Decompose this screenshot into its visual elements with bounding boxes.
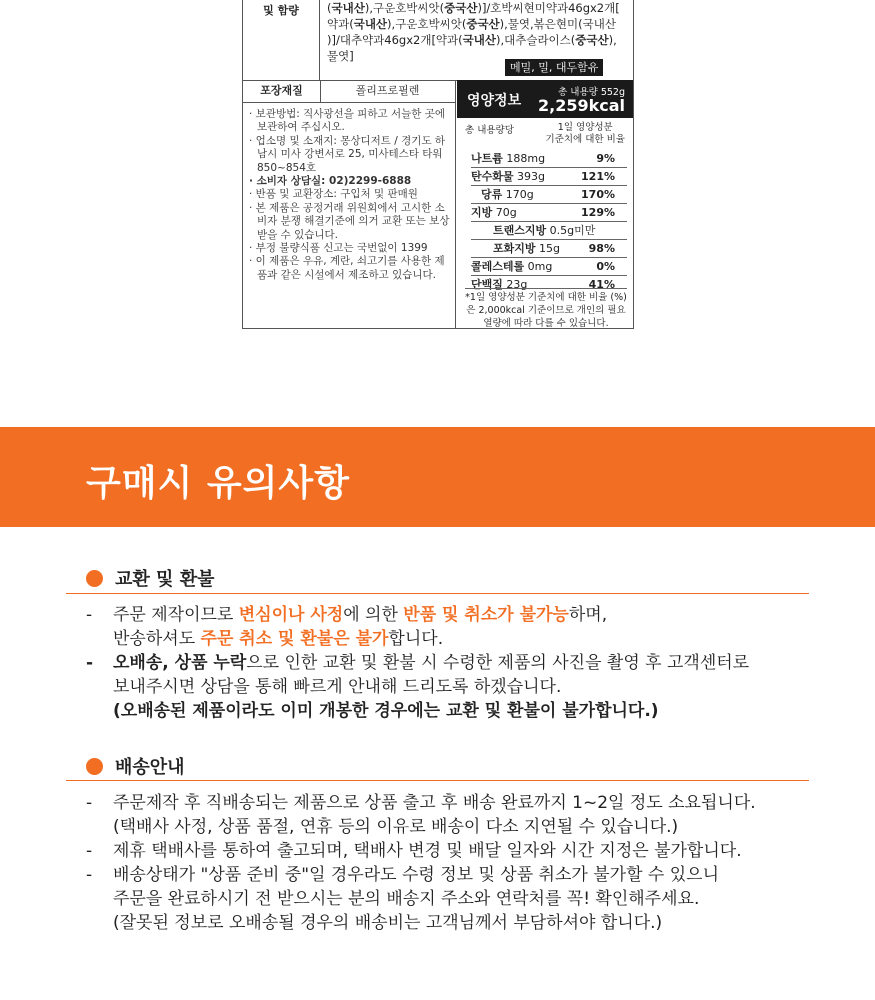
nutrient-percent: 41% xyxy=(588,278,615,291)
text-run: 에 의한 xyxy=(343,605,404,625)
packaging-value: 폴리프로필렌 xyxy=(355,84,420,97)
nutrient-percent: 0% xyxy=(596,260,615,273)
highlight-text: 주문 취소 및 환불은 불가 xyxy=(200,629,389,649)
nutrition-total-kcal: 2,259kcal xyxy=(537,96,625,115)
nutrition-facts xyxy=(457,80,633,328)
packaging-heading: 포장재질 xyxy=(243,80,321,102)
notice-item: · 업소명 및 소재지: 몽상디저트 / 경기도 하남시 미사 강변서로 25, 미사테스타 타워 850~854호 xyxy=(249,134,446,174)
text-run: (택배사 사정, 상품 품절, 연휴 등의 이유로 배송이 다소 지연될 수 있습니다.) xyxy=(113,817,679,837)
nutrient-name: 포화지방 xyxy=(493,242,536,255)
nutrition-row xyxy=(471,204,627,222)
nutrient-name: 탄수화물 xyxy=(471,170,514,183)
bullet-dot-icon xyxy=(86,758,103,775)
notice-item: · 본 제품은 공정거래 위원회에서 고시한 소비자 분쟁 해결기준에 의거 교환 또는 보상 받을 수 있습니다. xyxy=(249,201,450,241)
ingredients-row xyxy=(243,0,633,81)
text-run: 주문을 완료하시기 전 받으시는 분의 배송지 주소와 연락처를 꼭! 확인해주세요. xyxy=(113,889,700,909)
nutrition-title: 영양정보 xyxy=(467,93,522,109)
text-run: 합니다. xyxy=(388,629,444,649)
text-run: 주문 제작이므로 xyxy=(113,605,239,625)
allergen-badge: 메밀, 밀, 대두함유 xyxy=(505,59,603,76)
nutrition-header xyxy=(457,80,633,118)
nutrition-row xyxy=(471,150,627,168)
text-run: (잘못된 정보로 오배송될 경우의 배송비는 고객님께서 부담하셔야 합니다.) xyxy=(113,913,663,933)
exchange-title: 교환 및 환불 xyxy=(115,569,215,590)
nutrient-label xyxy=(471,170,545,183)
nutrition-row xyxy=(471,222,627,240)
list-item xyxy=(86,651,816,723)
nutrient-name: 콜레스테롤 xyxy=(471,260,525,273)
nutrient-label xyxy=(471,260,552,273)
ingredients-text xyxy=(327,0,632,64)
ingredients-heading: 및 함량 xyxy=(243,0,320,80)
nutrient-amount: 0.5g미만 xyxy=(549,224,596,237)
list-item xyxy=(86,863,816,935)
nutrient-label xyxy=(471,206,517,219)
delivery-title: 배송안내 xyxy=(115,757,185,778)
nutrient-label xyxy=(471,188,534,201)
exchange-list xyxy=(86,603,816,723)
nutrient-name: 지방 xyxy=(471,206,493,219)
nutrition-rows xyxy=(471,150,627,293)
nutrient-amount: 15g xyxy=(539,242,560,255)
nutrient-amount: 23g xyxy=(506,278,528,291)
nutrition-row xyxy=(471,168,627,186)
nutrition-sub-right xyxy=(546,122,625,146)
nutrient-name: 단백질 xyxy=(471,278,503,291)
bold-text: (오배송된 제품이라도 이미 개봉한 경우에는 교환 및 환불이 불가합니다.) xyxy=(113,701,659,721)
text-run: 보내주시면 상담을 통해 빠르게 안내해 드리도록 하겠습니다. xyxy=(113,677,562,697)
packaging-row xyxy=(243,80,455,103)
ingredients-line: )]/대추약과46gx2개[약과(국내산),대추슬라이스(중국산), xyxy=(327,33,617,47)
nutrient-amount: 170g xyxy=(505,188,534,201)
highlight-text: 반품 및 취소가 불가능 xyxy=(403,605,569,625)
nutrient-percent: 121% xyxy=(581,170,615,183)
notice-item: · 소비자 상담실: 02)2299-6888 xyxy=(249,175,412,188)
delivery-heading xyxy=(86,753,185,779)
nutrition-row xyxy=(471,186,627,204)
text-run: 으로 인한 교환 및 환불 시 수령한 제품의 사진을 촬영 후 고객센터로 xyxy=(246,653,750,673)
nutrition-sub-right-line: 1일 영양성분 xyxy=(557,122,613,133)
nutrient-name: 트랜스지방 xyxy=(493,224,547,237)
list-item xyxy=(86,791,816,839)
nutrient-name: 나트륨 xyxy=(471,152,503,165)
nutrient-amount: 0mg xyxy=(527,260,553,273)
product-label xyxy=(242,0,634,329)
nutrient-label xyxy=(471,152,545,165)
exchange-heading xyxy=(86,565,214,591)
dash-bullet: - xyxy=(86,793,93,813)
banner-title: 구매시 유의사항 xyxy=(86,463,350,504)
list-item xyxy=(86,839,816,863)
nutrient-amount: 393g xyxy=(517,170,545,183)
nutrient-percent: 129% xyxy=(581,206,615,219)
notice-item: · 이 제품은 우유, 계란, 쇠고기를 사용한 제품과 같은 시설에서 제조하고 있습니다. xyxy=(249,255,445,281)
nutrient-amount: 70g xyxy=(495,206,517,219)
nutrition-row xyxy=(471,240,627,258)
nutrient-percent: 98% xyxy=(588,242,615,255)
section-divider xyxy=(66,593,809,594)
highlight-text: 변심이나 사정 xyxy=(238,605,344,625)
dash-bullet: - xyxy=(86,605,93,625)
nutrition-sub-left: 총 내용량당 xyxy=(465,125,514,136)
nutrient-label xyxy=(471,224,595,237)
text-run: 반송하셔도 xyxy=(113,629,201,649)
nutrition-footnote: *1일 영양성분 기준치에 대한 비율 (%)은 2,000kcal 기준이므로 개인의 필요 열량에 따라 다를 수 있습니다. xyxy=(465,288,627,330)
nutrient-percent: 170% xyxy=(581,188,615,201)
nutrient-name: 당류 xyxy=(481,188,503,201)
nutrient-label xyxy=(471,242,560,255)
label-notices xyxy=(249,108,454,282)
dash-bullet: - xyxy=(86,865,93,885)
ingredients-line: 물엿] xyxy=(327,49,354,63)
notice-item: · 보관방법: 직사광선을 피하고 서늘한 곳에 보관하여 주십시오. xyxy=(249,108,445,134)
nutrient-percent: 9% xyxy=(596,152,615,165)
ingredients-line: (국내산),구운호박씨앗(중국산)]/호박씨현미약과46gx2개[ xyxy=(327,1,620,15)
nutrition-sub-right-line: 기준치에 대한 비율 xyxy=(545,134,625,145)
dash-bullet: - xyxy=(86,841,93,861)
delivery-list xyxy=(86,791,816,935)
label-divider xyxy=(455,80,456,328)
list-item xyxy=(86,603,816,651)
notice-item: · 부정 불량식품 신고는 국번없이 1399 xyxy=(249,242,428,255)
text-run: 제휴 택배사를 통하여 출고되며, 택배사 변경 및 배달 일자와 시간 지정은 불가합니다. xyxy=(113,841,742,861)
section-divider xyxy=(66,780,809,781)
nutrient-amount: 188mg xyxy=(506,152,546,165)
nutrition-total-label: 총 내용량 552g xyxy=(558,87,625,98)
nutrition-row xyxy=(471,258,627,276)
text-run: 하며, xyxy=(568,605,608,625)
bold-text: 오배송, 상품 누락 xyxy=(113,653,247,673)
text-run: 배송상태가 "상품 준비 중"일 경우라도 수령 정보 및 상품 취소가 불가할 수 있으니 xyxy=(113,865,719,885)
dash-bullet: - xyxy=(86,653,94,673)
purchase-notice-banner xyxy=(0,427,875,527)
text-run: 주문제작 후 직배송되는 제품으로 상품 출고 후 배송 완료까지 1~2일 정도 소요됩니다. xyxy=(113,793,756,813)
bullet-dot-icon xyxy=(86,570,103,587)
notice-item: · 반품 및 교환장소: 구입처 및 판매원 xyxy=(249,188,418,201)
ingredients-line: 약과(국내산),구운호박씨앗(중국산),물엿,볶은현미(국내산 xyxy=(327,17,616,31)
